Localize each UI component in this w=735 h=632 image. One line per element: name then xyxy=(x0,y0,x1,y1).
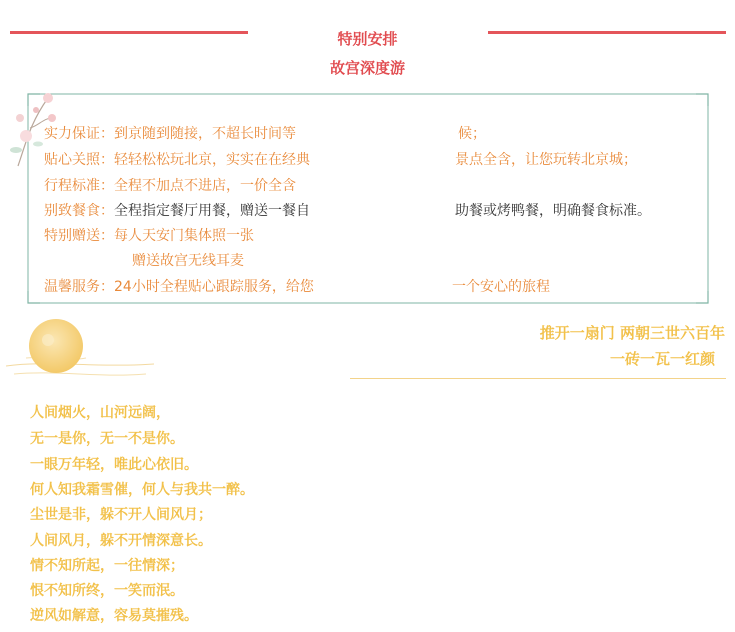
feature-text: 每人天安门集体照一张 xyxy=(114,228,254,244)
feature-label: 贴心关照： xyxy=(44,152,114,168)
poem-line: 何人知我霜雪催，何人与我共一醉。 xyxy=(30,482,254,498)
feature-row xyxy=(44,276,314,296)
slogan-divider xyxy=(350,378,726,379)
slogan-line-2: 一砖一瓦一红颜 xyxy=(609,350,715,368)
feature-row xyxy=(44,123,296,143)
feature-text-cont: 助餐或烤鸭餐，明确餐食标准。 xyxy=(455,203,651,219)
feature-row xyxy=(44,175,296,195)
feature-text: 24小时全程贴心跟踪服务，给您 xyxy=(114,279,314,295)
feature-text-cont: 景点全含，让您玩转北京城； xyxy=(455,152,637,168)
feature-text-cont: 候； xyxy=(458,126,486,142)
poem-line: 一眼万年轻，唯此心依旧。 xyxy=(30,457,198,473)
feature-row xyxy=(44,149,310,169)
feature-label: 行程标准： xyxy=(44,178,114,194)
moon-icon xyxy=(6,316,156,396)
feature-label: 实力保证： xyxy=(44,126,114,142)
feature-text: 全程不加点不进店，一价全含 xyxy=(114,178,296,194)
feature-text-cont: 一个安心的旅程 xyxy=(452,279,550,295)
poem-line: 人间烟火，山河远阔， xyxy=(30,405,170,421)
feature-row xyxy=(44,200,310,220)
feature-text: 到京随到随接，不超长时间等 xyxy=(114,126,296,142)
feature-label: 特别赠送： xyxy=(44,228,114,244)
feature-text: 全程指定餐厅用餐，赠送一餐自 xyxy=(114,203,310,219)
feature-row xyxy=(44,225,254,245)
poem-line: 情不知所起，一往情深； xyxy=(30,558,184,574)
section-subtitle: 故宫深度游 xyxy=(329,59,405,77)
section-title: 特别安排 xyxy=(337,30,398,48)
feature-label: 温馨服务： xyxy=(44,279,114,295)
poem-line: 人间风月，躲不开情深意长。 xyxy=(30,533,212,549)
poem-line: 恨不知所终，一笑而泯。 xyxy=(30,583,184,599)
poem-line: 尘世是非，躲不开人间风月； xyxy=(30,507,212,523)
poem-line: 逆风如解意，容易莫摧残。 xyxy=(30,608,198,624)
poem-line: 无一是你，无一不是你。 xyxy=(30,431,184,447)
feature-text: 赠送故宫无线耳麦 xyxy=(132,253,244,269)
feature-label: 别致餐食： xyxy=(44,203,114,219)
slogan-line-1: 推开一扇门 两朝三世六百年 xyxy=(539,324,725,342)
feature-text: 轻轻松松玩北京，实实在在经典 xyxy=(114,152,310,168)
